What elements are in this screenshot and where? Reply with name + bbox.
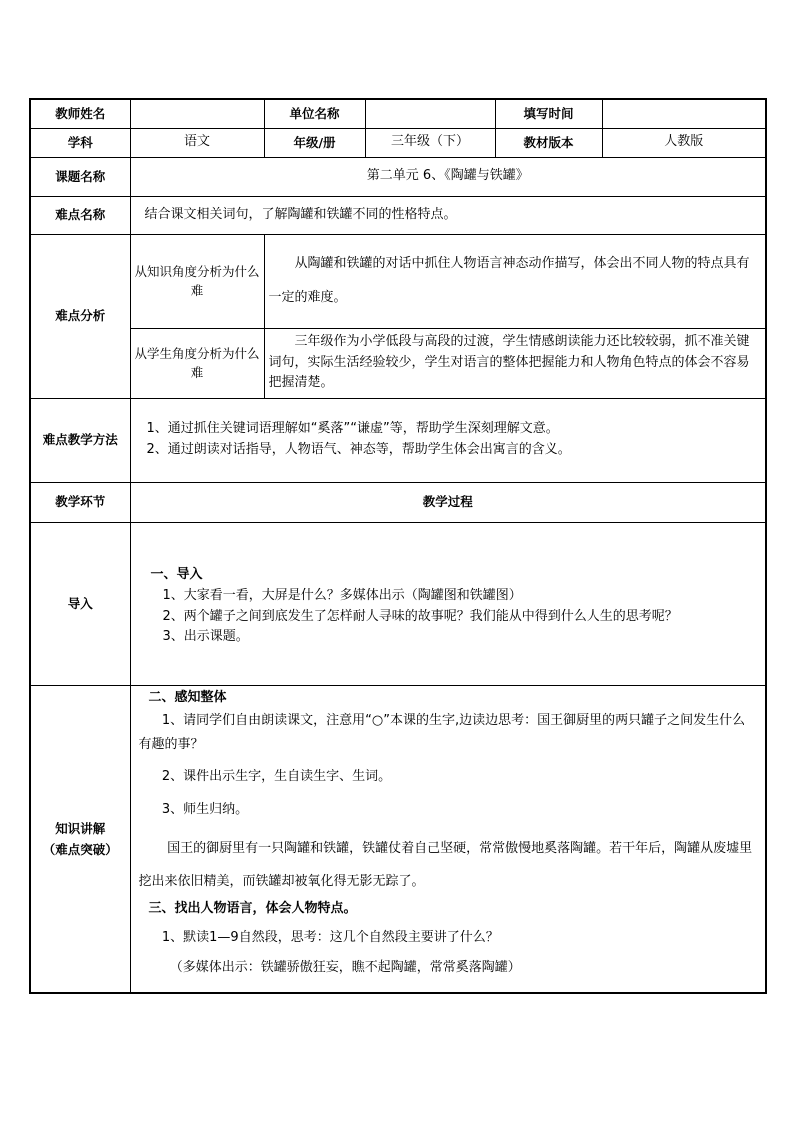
lesson-plan-table [29, 98, 767, 994]
process-header-label: 教学过程 [130, 482, 766, 522]
header-row [30, 99, 766, 128]
difficulty-row [30, 196, 766, 234]
knowledge-label-line2: （难点突破） [42, 841, 118, 857]
knowledge-angle-text: 从陶罐和铁罐的对话中抓住人物语言神态动作描写，体会出不同人物的特点具有一定的难度。 [264, 234, 766, 328]
intro-item: 1、大家看一看，大屏是什么？多媒体出示（陶罐图和铁罐图） [162, 587, 522, 603]
analysis-label: 难点分析 [30, 234, 130, 398]
knowledge-paragraph: 1、默读1—9自然段，思考：这几个自然段主要讲了什么？ [161, 929, 499, 945]
grade-value: 三年级（下） [365, 128, 495, 157]
method-list [130, 398, 766, 482]
method-label: 难点教学方法 [30, 398, 130, 482]
intro-heading: 一、导入 [150, 566, 203, 582]
knowledge-content [130, 685, 766, 993]
edition-label: 教材版本 [495, 128, 602, 157]
difficulty-value: 结合课文相关词句，了解陶罐和铁罐不同的性格特点。 [130, 196, 766, 234]
subject-label: 学科 [30, 128, 130, 157]
knowledge-paragraph: 2、课件出示生字，生自读生字、生词。 [161, 769, 392, 785]
unit-name-label: 单位名称 [264, 99, 365, 128]
knowledge-row [30, 685, 766, 993]
unit-name-value [365, 99, 495, 128]
knowledge-label [30, 685, 130, 993]
info-row [30, 128, 766, 157]
subject-value: 语文 [130, 128, 264, 157]
fill-date-label: 填写时间 [495, 99, 602, 128]
edition-value: 人教版 [602, 128, 766, 157]
intro-row [30, 522, 766, 685]
knowledge-label-line1: 知识讲解 [55, 820, 106, 836]
grade-label: 年级/册 [264, 128, 365, 157]
difficulty-label: 难点名称 [30, 196, 130, 234]
analysis-knowledge-row [30, 234, 766, 328]
perceive-heading: 二、感知整体 [148, 689, 227, 705]
knowledge-angle-label: 从知识角度分析为什么难 [130, 234, 264, 328]
student-angle-text: 三年级作为小学低段与高段的过渡，学生情感朗读能力还比较较弱，抓不准关键词句，实际生活经验较少，学生对语言的整体把握能力和人物角色特点的体会不容易把握清楚。 [264, 328, 766, 398]
teacher-name-value [130, 99, 264, 128]
method-row [30, 398, 766, 482]
process-header-row [30, 482, 766, 522]
knowledge-paragraph: 国王的御厨里有一只陶罐和铁罐，铁罐仗着自己坚硬，常常傲慢地奚落陶罐。若干年后，陶罐从废墟里挖出来依旧精美，而铁罐却被氧化得无影无踪了。 [138, 840, 753, 889]
teacher-name-label: 教师姓名 [30, 99, 130, 128]
method-item: 2、通过朗读对话指导，人物语气、神态等，帮助学生体会出寓言的含义。 [146, 442, 571, 457]
method-item: 1、通过抓住关键词语理解如“奚落”“谦虚”等，帮助学生深刻理解文意。 [146, 421, 559, 437]
lesson-title-value: 第二单元 6、《陶罐与铁罐》 [130, 157, 766, 196]
knowledge-paragraph: （多媒体出示：铁罐骄傲狂妄，瞧不起陶罐，常常奚落陶罐） [169, 960, 521, 976]
character-heading: 三、找出人物语言，体会人物特点。 [148, 900, 357, 916]
intro-content [130, 522, 766, 685]
fill-date-value [602, 99, 766, 128]
analysis-student-row [30, 328, 766, 398]
student-angle-label: 从学生角度分析为什么难 [130, 328, 264, 398]
knowledge-paragraph: 1、请同学们自由朗读课文，注意用“○”本课的生字,边读边思考：国王御厨里的两只罐子之间发生什么有趣的事？ [138, 713, 746, 752]
intro-item: 2、两个罐子之间到底发生了怎样耐人寻味的故事呢？我们能从中得到什么人生的思考呢？ [162, 608, 678, 624]
stage-header-label: 教学环节 [30, 482, 130, 522]
lesson-title-row [30, 157, 766, 196]
lesson-title-label: 课题名称 [30, 157, 130, 196]
intro-item: 3、出示课题。 [162, 629, 249, 645]
intro-label: 导入 [30, 522, 130, 685]
knowledge-paragraph: 3、师生归纳。 [161, 801, 249, 817]
